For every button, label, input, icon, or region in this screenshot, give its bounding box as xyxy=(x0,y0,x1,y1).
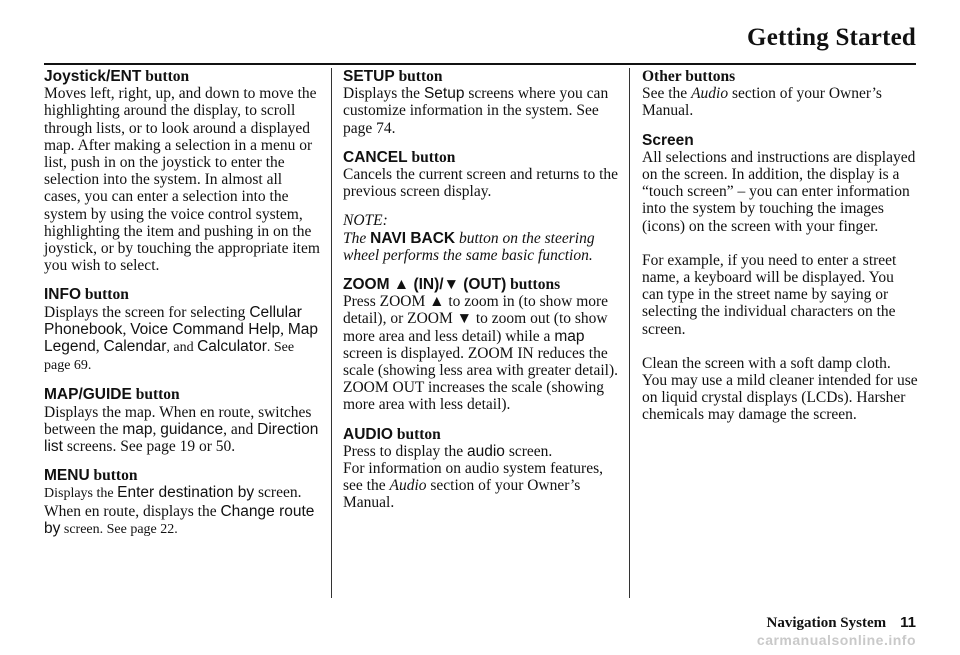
watermark: carmanualsonline.info xyxy=(756,632,916,648)
section-heading: INFO button xyxy=(44,286,129,304)
section-body: Cancels the current screen and returns to the previous screen display. xyxy=(343,166,619,201)
section-body: Press ZOOM ▲ to zoom in (to show more detail), or ZOOM ▼ to zoom out (to show more area and less detail) while a map screen is displayed. ZOOM IN reduces the scale (showing less area with greater detail). ZOOM OUT increases the scale (showing more area with less detail). xyxy=(343,293,619,414)
section-menu xyxy=(44,467,320,538)
section-heading: ZOOM ▲ (IN)/▼ (OUT) buttons xyxy=(343,276,561,294)
section-joystick xyxy=(44,68,320,274)
page-footer xyxy=(767,614,916,632)
column-3 xyxy=(642,68,918,436)
section-heading: SETUP button xyxy=(343,68,443,85)
note-body: The NAVI BACK button on the steering wheel performs the same basic function. xyxy=(343,229,595,264)
section-heading: AUDIO button xyxy=(343,425,441,443)
screen-paragraph-1: All selections and instructions are displayed on the screen. In addition, the display is a “touch screen” – you can enter information into the system by touching the images (icons) on the screen with your finger. xyxy=(642,148,916,235)
section-heading: Joystick/ENT button xyxy=(44,68,190,85)
column-divider-1 xyxy=(331,68,332,598)
section-other-buttons xyxy=(642,68,918,120)
section-screen xyxy=(642,132,918,424)
section-heading: Screen xyxy=(642,131,694,149)
section-body: Press to display the audio screen. xyxy=(343,442,553,460)
screen-paragraph-3: Clean the screen with a soft damp cloth. You may use a mild cleaner intended for use on liquid crystal displays (LCDs). Harsher chemicals may damage the screen. xyxy=(642,354,918,424)
section-zoom xyxy=(343,276,619,414)
section-heading: MAP/GUIDE button xyxy=(44,386,180,404)
screen-paragraph-2: For example, if you need to enter a street name, a keyboard will be displayed. You can type in the street name by saying or selecting the individual characters on the screen. xyxy=(642,251,897,338)
section-body: Displays the Setup screens where you can customize information in the system. See page 74. xyxy=(343,85,609,137)
page-number: 11 xyxy=(900,614,916,631)
section-body: Moves left, right, up, and down to move the highlighting around the display, to scroll through lists, or to look around a displayed map. After making a selection in a menu or list, push in on the joystick to enter the selection into the system. In almost all cases, you can enter a selection into the system by using the voice control system, highlighting the item and pushing in on the joystick, or by touching the appropriate item you wish to select. xyxy=(44,85,320,275)
section-body: Displays the map. When en route, switches between the map, guidance, and Direction list screens. See page 19 or 50. xyxy=(44,403,319,456)
column-1 xyxy=(44,68,320,550)
section-info xyxy=(44,286,320,374)
section-cancel xyxy=(343,149,619,201)
note-label: NOTE: xyxy=(343,212,388,230)
section-body: See the Audio section of your Owner’s Manual. xyxy=(642,85,882,120)
footer-section-title: Navigation System xyxy=(766,615,887,631)
section-body: Displays the screen for selecting Cellular Phonebook, Voice Command Help, Map Legend, Calendar, and Calculator. See page 69. xyxy=(44,303,319,374)
section-heading: Other buttons xyxy=(642,68,736,85)
section-setup xyxy=(343,68,619,137)
section-body-2: For information on audio system features, see the Audio section of your Owner’s Manual. xyxy=(343,460,604,512)
page-title: Getting Started xyxy=(747,24,916,51)
section-body: Displays the Enter destination by screen. When en route, displays the Change route by screen. See page 22. xyxy=(44,484,315,537)
section-note xyxy=(343,212,619,264)
section-map-guide xyxy=(44,386,320,455)
section-heading: MENU button xyxy=(44,467,138,485)
section-heading: CANCEL button xyxy=(343,148,456,166)
section-audio xyxy=(343,426,619,512)
column-2 xyxy=(343,68,619,524)
column-divider-2 xyxy=(629,68,630,598)
header-rule xyxy=(44,63,916,65)
